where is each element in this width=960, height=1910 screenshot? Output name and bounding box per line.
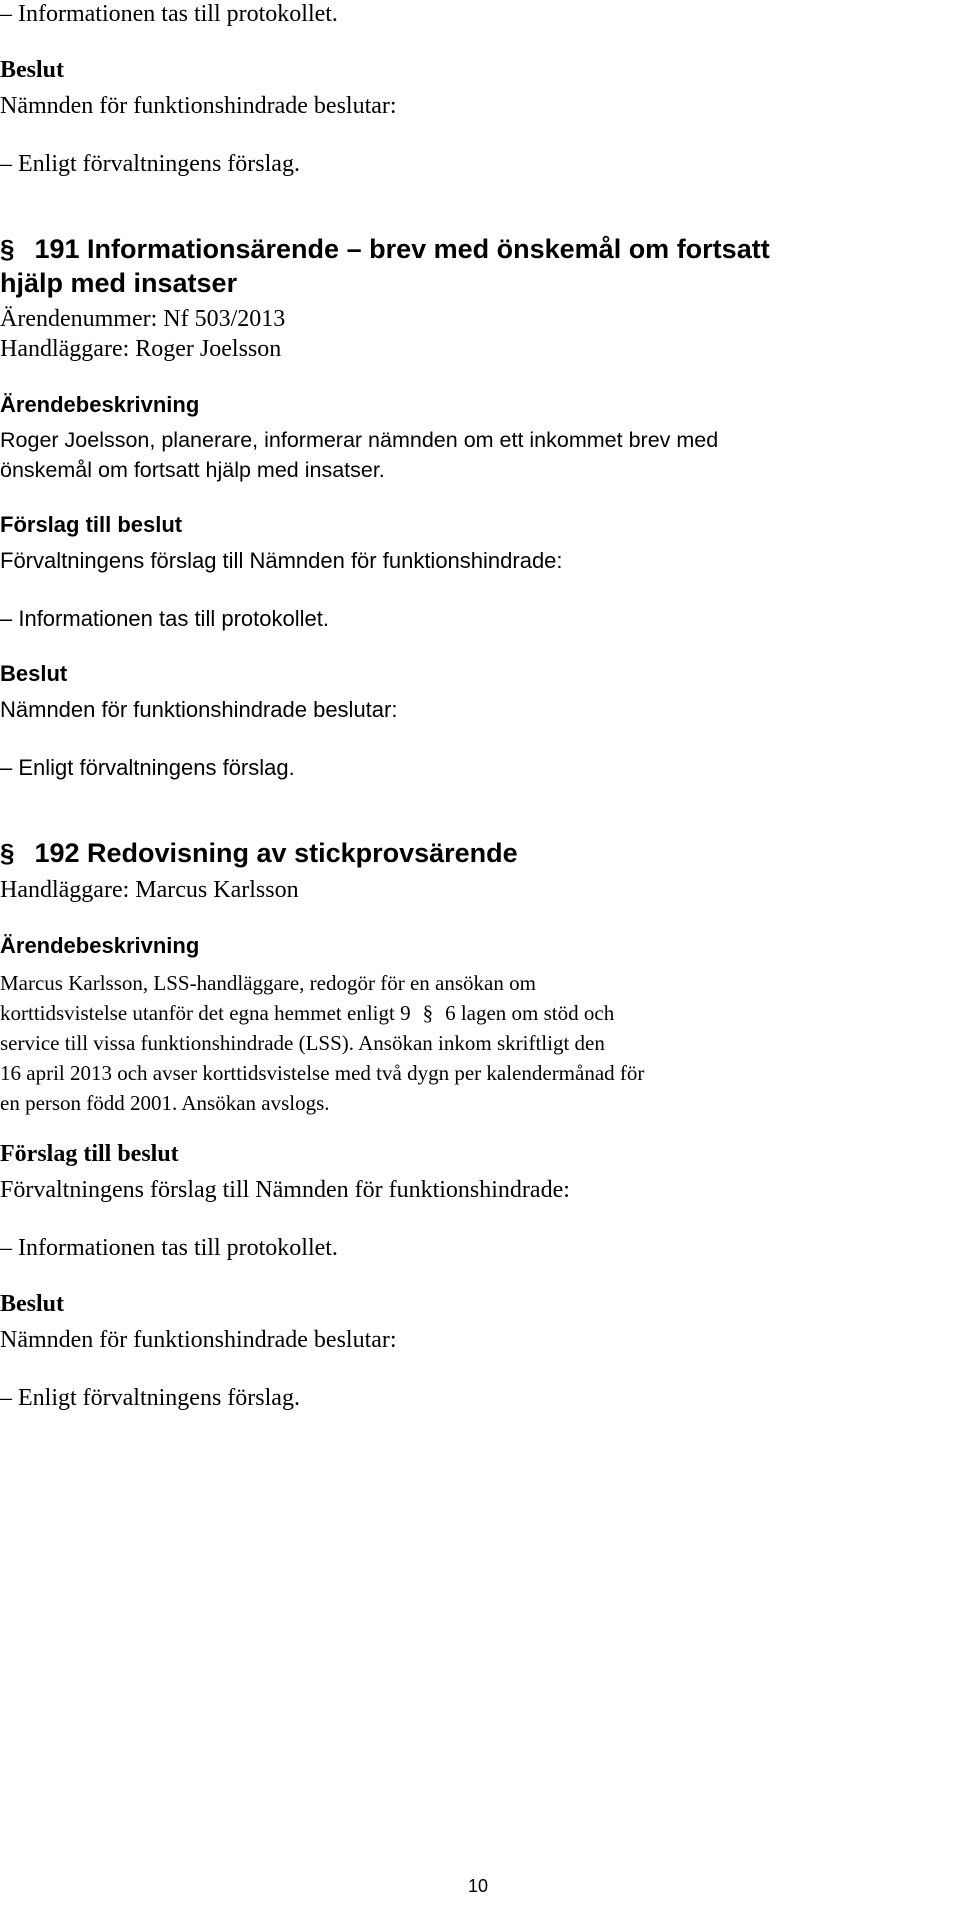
item-title: § 192 Redovisning av stickprovsärende bbox=[0, 838, 518, 868]
description-text: Marcus Karlsson, LSS-handläggare, redogör för en ansökan om korttidsvistelse utanför det egna hemmet enligt 9 § 6 lagen om stöd och service till vissa funktionshindrade (LSS). Ansökan inkom skriftligt den 16 april 2013 och avser korttidsvistelse med två dygn per kalendermånad för en person född 2001. Ansökan avslogs. bbox=[0, 971, 645, 1115]
case-handler: Handläggare: Marcus Karlsson bbox=[0, 877, 299, 903]
section-mark-icon: § bbox=[0, 838, 15, 868]
item-title-continued: hjälp med insatser bbox=[0, 268, 238, 298]
description-heading: Ärendebeskrivning bbox=[0, 392, 200, 417]
proposal-heading: Förslag till beslut bbox=[0, 512, 183, 537]
decision-heading: Beslut bbox=[0, 1291, 65, 1317]
item-title: § 191 Informationsärende – brev med önskemål om fortsatt bbox=[0, 234, 770, 264]
section-heading-beslut: Beslut bbox=[0, 57, 65, 83]
proposal-heading: Förslag till beslut bbox=[0, 1141, 179, 1167]
case-number: Ärendenummer: Nf 503/2013 bbox=[0, 306, 286, 332]
description-text: Roger Joelsson, planerare, informerar nämnden om ett inkommet brev med önskemål om fortsatt hjälp med insatser. bbox=[0, 428, 719, 482]
section-mark-icon: § bbox=[0, 234, 15, 264]
description-heading: Ärendebeskrivning bbox=[0, 933, 200, 958]
decision-heading: Beslut bbox=[0, 661, 68, 686]
decision-item: – Enligt förvaltningens förslag. bbox=[0, 1385, 300, 1411]
section-mark-icon: § bbox=[422, 1001, 434, 1025]
description-line-with-section: korttidsvistelse utanför det egna hemmet enligt 9 § 6 lagen om stöd och bbox=[0, 1001, 615, 1025]
proposal-text: Förvaltningens förslag till Nämnden för funktionshindrade: bbox=[0, 548, 563, 573]
proposal-text: Förvaltningens förslag till Nämnden för funktionshindrade: bbox=[0, 1177, 570, 1203]
page-number: 10 bbox=[468, 1876, 489, 1896]
decision-item: – Enligt förvaltningens förslag. bbox=[0, 151, 300, 177]
proposal-item: – Informationen tas till protokollet. bbox=[0, 1235, 338, 1261]
proposal-item: – Informationen tas till protokollet. bbox=[0, 606, 329, 631]
decision-text: Nämnden för funktionshindrade beslutar: bbox=[0, 697, 398, 722]
decision-text: Nämnden för funktionshindrade beslutar: bbox=[0, 1327, 397, 1353]
case-handler: Handläggare: Roger Joelsson bbox=[0, 336, 282, 362]
decision-statement: Nämnden för funktionshindrade beslutar: bbox=[0, 93, 397, 119]
decision-item: – Informationen tas till protokollet. bbox=[0, 1, 338, 27]
decision-item: – Enligt förvaltningens förslag. bbox=[0, 755, 295, 780]
